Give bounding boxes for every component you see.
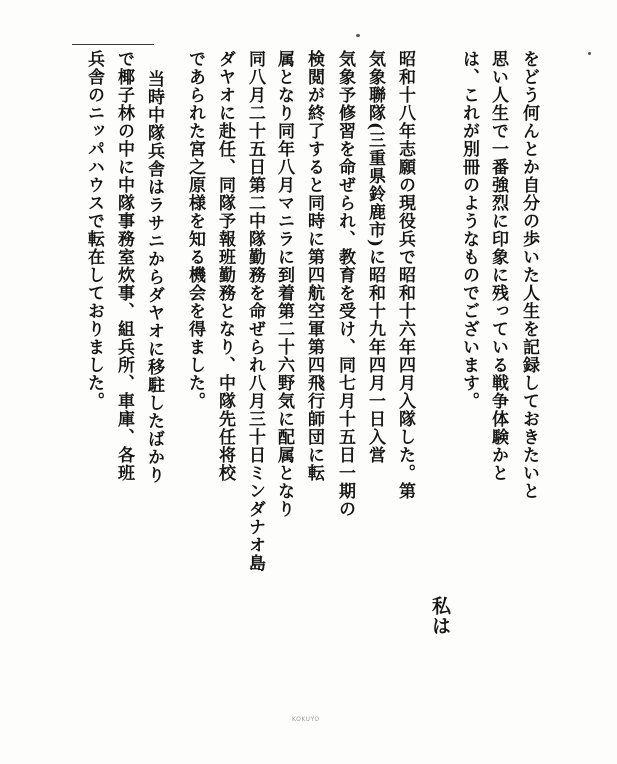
- text-line: 同八月二十五日第二中隊勤務を命ぜられ八月三十日ミンダナオ島: [245, 50, 265, 572]
- text-line: 属となり同年八月マニラに到着第二十六野気に配属となり: [274, 50, 294, 518]
- text-line: 気象予修習を命ぜられ、教育を受け、同七月十五日一期の: [335, 50, 355, 518]
- text-line: 私は: [429, 596, 451, 636]
- text-line: で椰子林の中に中隊事務室炊事、組兵所、車庫、各班: [114, 50, 134, 482]
- text-line: 当時中隊兵舎はラサニからダヤオに移駐したばかり: [144, 70, 164, 484]
- margin-mark: [356, 34, 360, 37]
- text-line: ダヤオに赴任、同隊予報班勤務となり、中隊先任将校: [215, 50, 235, 482]
- top-left-rule: [72, 44, 154, 45]
- text-line: は、これが別冊のようなものでございます。: [459, 50, 479, 410]
- text-line: をどう何んとか自分の歩いた人生を記録しておきたいと: [519, 50, 539, 500]
- paper-brand-mark: KOKUYO: [292, 716, 320, 723]
- text-line: 昭和十八年志願の現役兵で昭和十六年四月入隊した。第: [395, 50, 415, 500]
- text-line: 思い人生で一番強烈に印象に残っている戦争体験かと: [488, 50, 508, 482]
- text-line: 検閲が終了すると同時に第四航空軍第四飛行師団に転: [304, 50, 324, 482]
- text-line: 気象聯隊(三重県鈴鹿市)に昭和十九年四月一日入営: [365, 50, 385, 465]
- text-line: であられた宮之原様を知る機会を得ました。: [185, 50, 205, 410]
- margin-mark: [588, 52, 591, 55]
- text-line: 兵舎のニッパハウスで転在しておりました。: [84, 50, 104, 410]
